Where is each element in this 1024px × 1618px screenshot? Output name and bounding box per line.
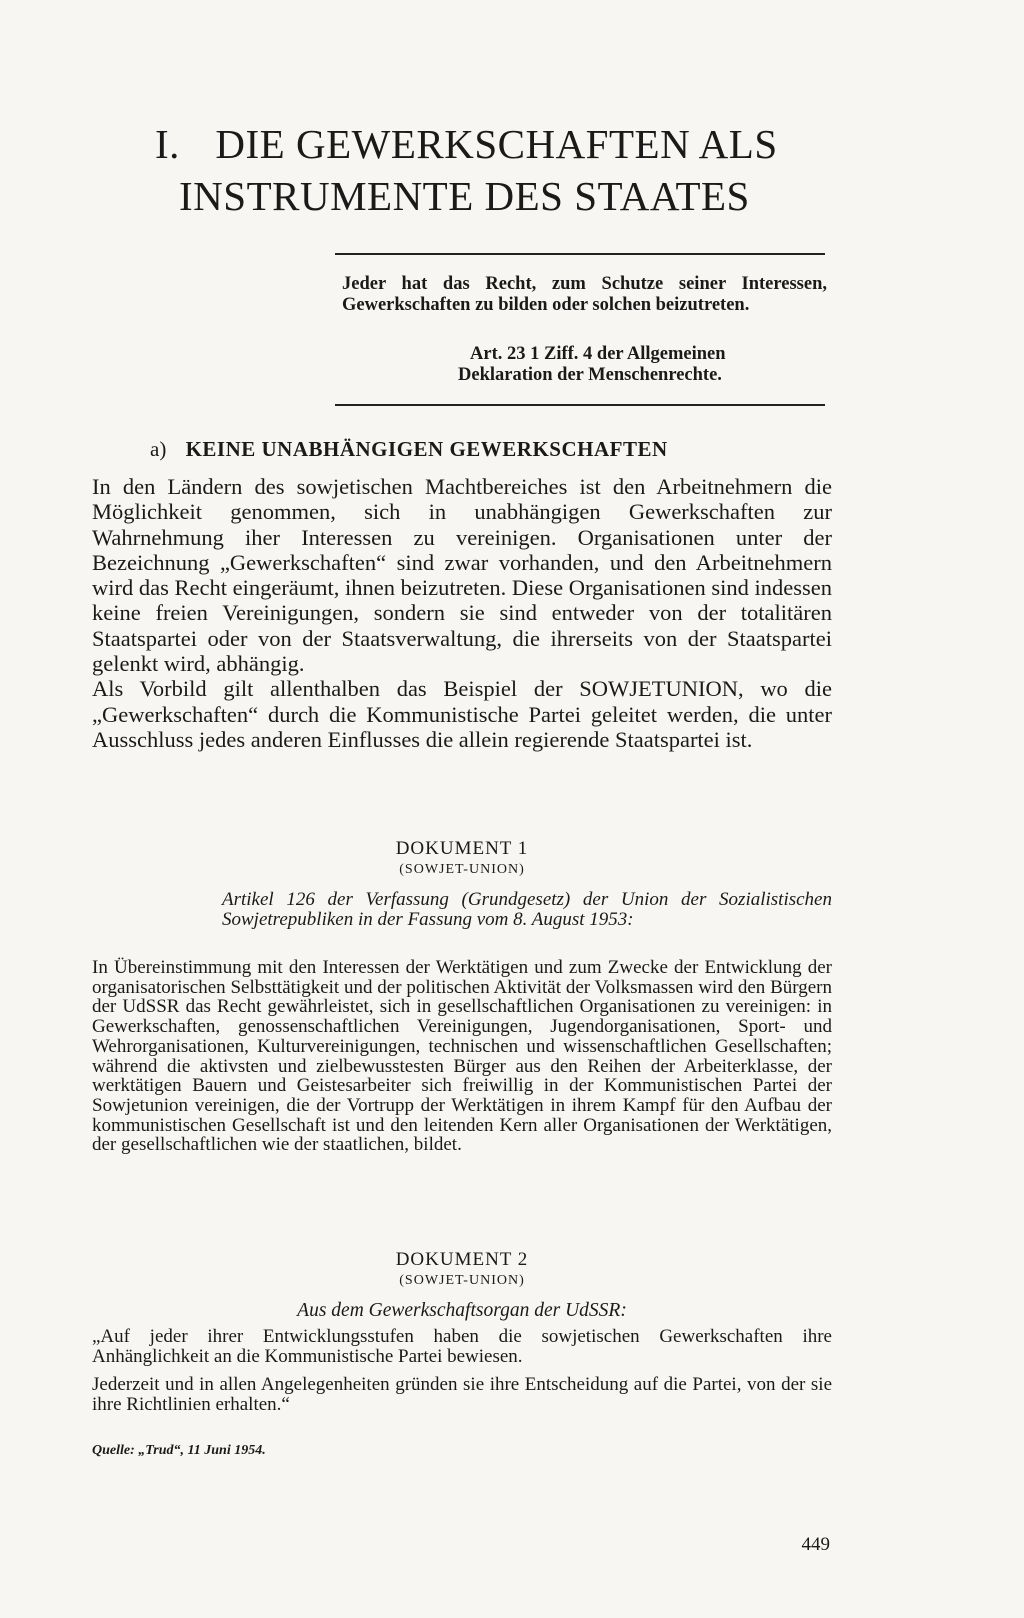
epigraph-top-rule xyxy=(335,253,825,255)
chapter-title-line1: DIE GEWERKSCHAFTEN ALS xyxy=(215,121,778,167)
section-title: KEINE UNABHÄNGIGEN GEWERKSCHAFTEN xyxy=(185,437,668,461)
section-paragraph-1: In den Ländern des sowjetischen Machtbereiches ist den Arbeitnehmern die Möglichkeit genommen, sich in unabhängigen Gewerkschaften zur Wahrnehmung iher Interessen zu vereinigen. Organisationen unter der Bezeichnung „Gewerkschaften“ sind zwar vorhanden, und den Arbeitnehmern wird das Recht eingeräumt, ihnen beizutreten. Diese Organisationen sind indessen keine freien Vereinigungen, sondern sie sind entweder von der totalitären Staatspartei oder von der Staatsverwaltung, die ihrerseits von der Staatspartei gelenkt wird, abhängig. xyxy=(92,474,833,677)
document-2-paragraph-1: „Auf jeder ihrer Entwicklungsstufen haben die sowjetischen Gewerkschaften ihre Anhänglichkeit an die Kommunistische Partei bewiesen. xyxy=(92,1326,832,1367)
section-letter: a) xyxy=(150,437,167,461)
page-number: 449 xyxy=(801,1534,830,1555)
section-paragraph-2: Als Vorbild gilt allenthalben das Beispiel der SOWJETUNION, wo die „Gewerkschaften“ durch die Kommunistische Partei geleitet werden, die unter Ausschluss jedes anderen Einflusses die allein regierende Staatspartei ist. xyxy=(92,676,832,752)
document-2-paragraph-2: Jederzeit und in allen Angelegenheiten gründen sie ihre Entscheidung auf die Partei, von der sie ihre Richtlinien erhalten.“ xyxy=(92,1374,832,1415)
document-1-subtitle: (SOWJET-UNION) xyxy=(399,862,525,877)
document-2-title: DOKUMENT 2 xyxy=(395,1249,529,1270)
section-body xyxy=(92,474,832,752)
document-2-subtitle: (SOWJET-UNION) xyxy=(399,1273,525,1288)
section-heading xyxy=(150,436,850,462)
document-2-intro: Aus dem Gewerkschaftsorgan der UdSSR: xyxy=(297,1300,627,1321)
document-2-text xyxy=(92,1327,832,1423)
chapter-title-line2: INSTRUMENTE DES STAATES xyxy=(179,173,750,219)
chapter-title xyxy=(155,118,855,222)
document-1-intro: Artikel 126 der Verfassung (Grundgesetz) der Union der Sozialistischen Sowjetrepubliken in der Fassung vom 8. August 1953: xyxy=(222,889,832,930)
document-2-source: Quelle: „Trud“, 11 Juni 1954. xyxy=(92,1443,266,1458)
chapter-number: I. xyxy=(155,121,180,167)
epigraph-citation-line1: Art. 23 1 Ziff. 4 der Allgemeinen xyxy=(470,344,726,364)
document-1-text: In Übereinstimmung mit den Interessen der Werktätigen und zum Zwecke der Entwicklung der organisatorischen Selbsttätigkeit und der politischen Aktivität der Volksmassen wird den Bürgern der UdSSR das Recht gewährleistet, sich in gesellschaftlichen Organisationen zu vereinigen: in Gewerkschaften, genossenschaftlichen Vereinigungen, Jugendorganisationen, Sport- und Wehrorganisationen, Kulturvereinigungen, technischen und wissenschaftlichen Gesellschaften; während die aktivsten und zielbewusstesten Bürger aus den Reihen der Arbeiterklasse, der werktätigen Bauern und Geistesarbeiter sich freiwillig in der Kommunistischen Partei der Sowjetunion vereinigen, die der Vortrupp der Werktätigen in ihrem Kampf für den Aufbau der kommunistischen Gesellschaft ist und den leitenden Kern aller Organisationen der Werktätigen, der gesellschaftlichen wie der staatlichen, bildet. xyxy=(92,957,832,1156)
epigraph-citation-line2: Deklaration der Menschenrechte. xyxy=(458,365,722,385)
epigraph-bottom-rule xyxy=(335,404,825,406)
epigraph-quote: Jeder hat das Recht, zum Schutze seiner Interessen, Gewerkschaften zu bilden oder solchen beizutreten. xyxy=(342,274,827,315)
document-1-title: DOKUMENT 1 xyxy=(395,838,529,859)
epigraph-citation xyxy=(458,344,830,386)
